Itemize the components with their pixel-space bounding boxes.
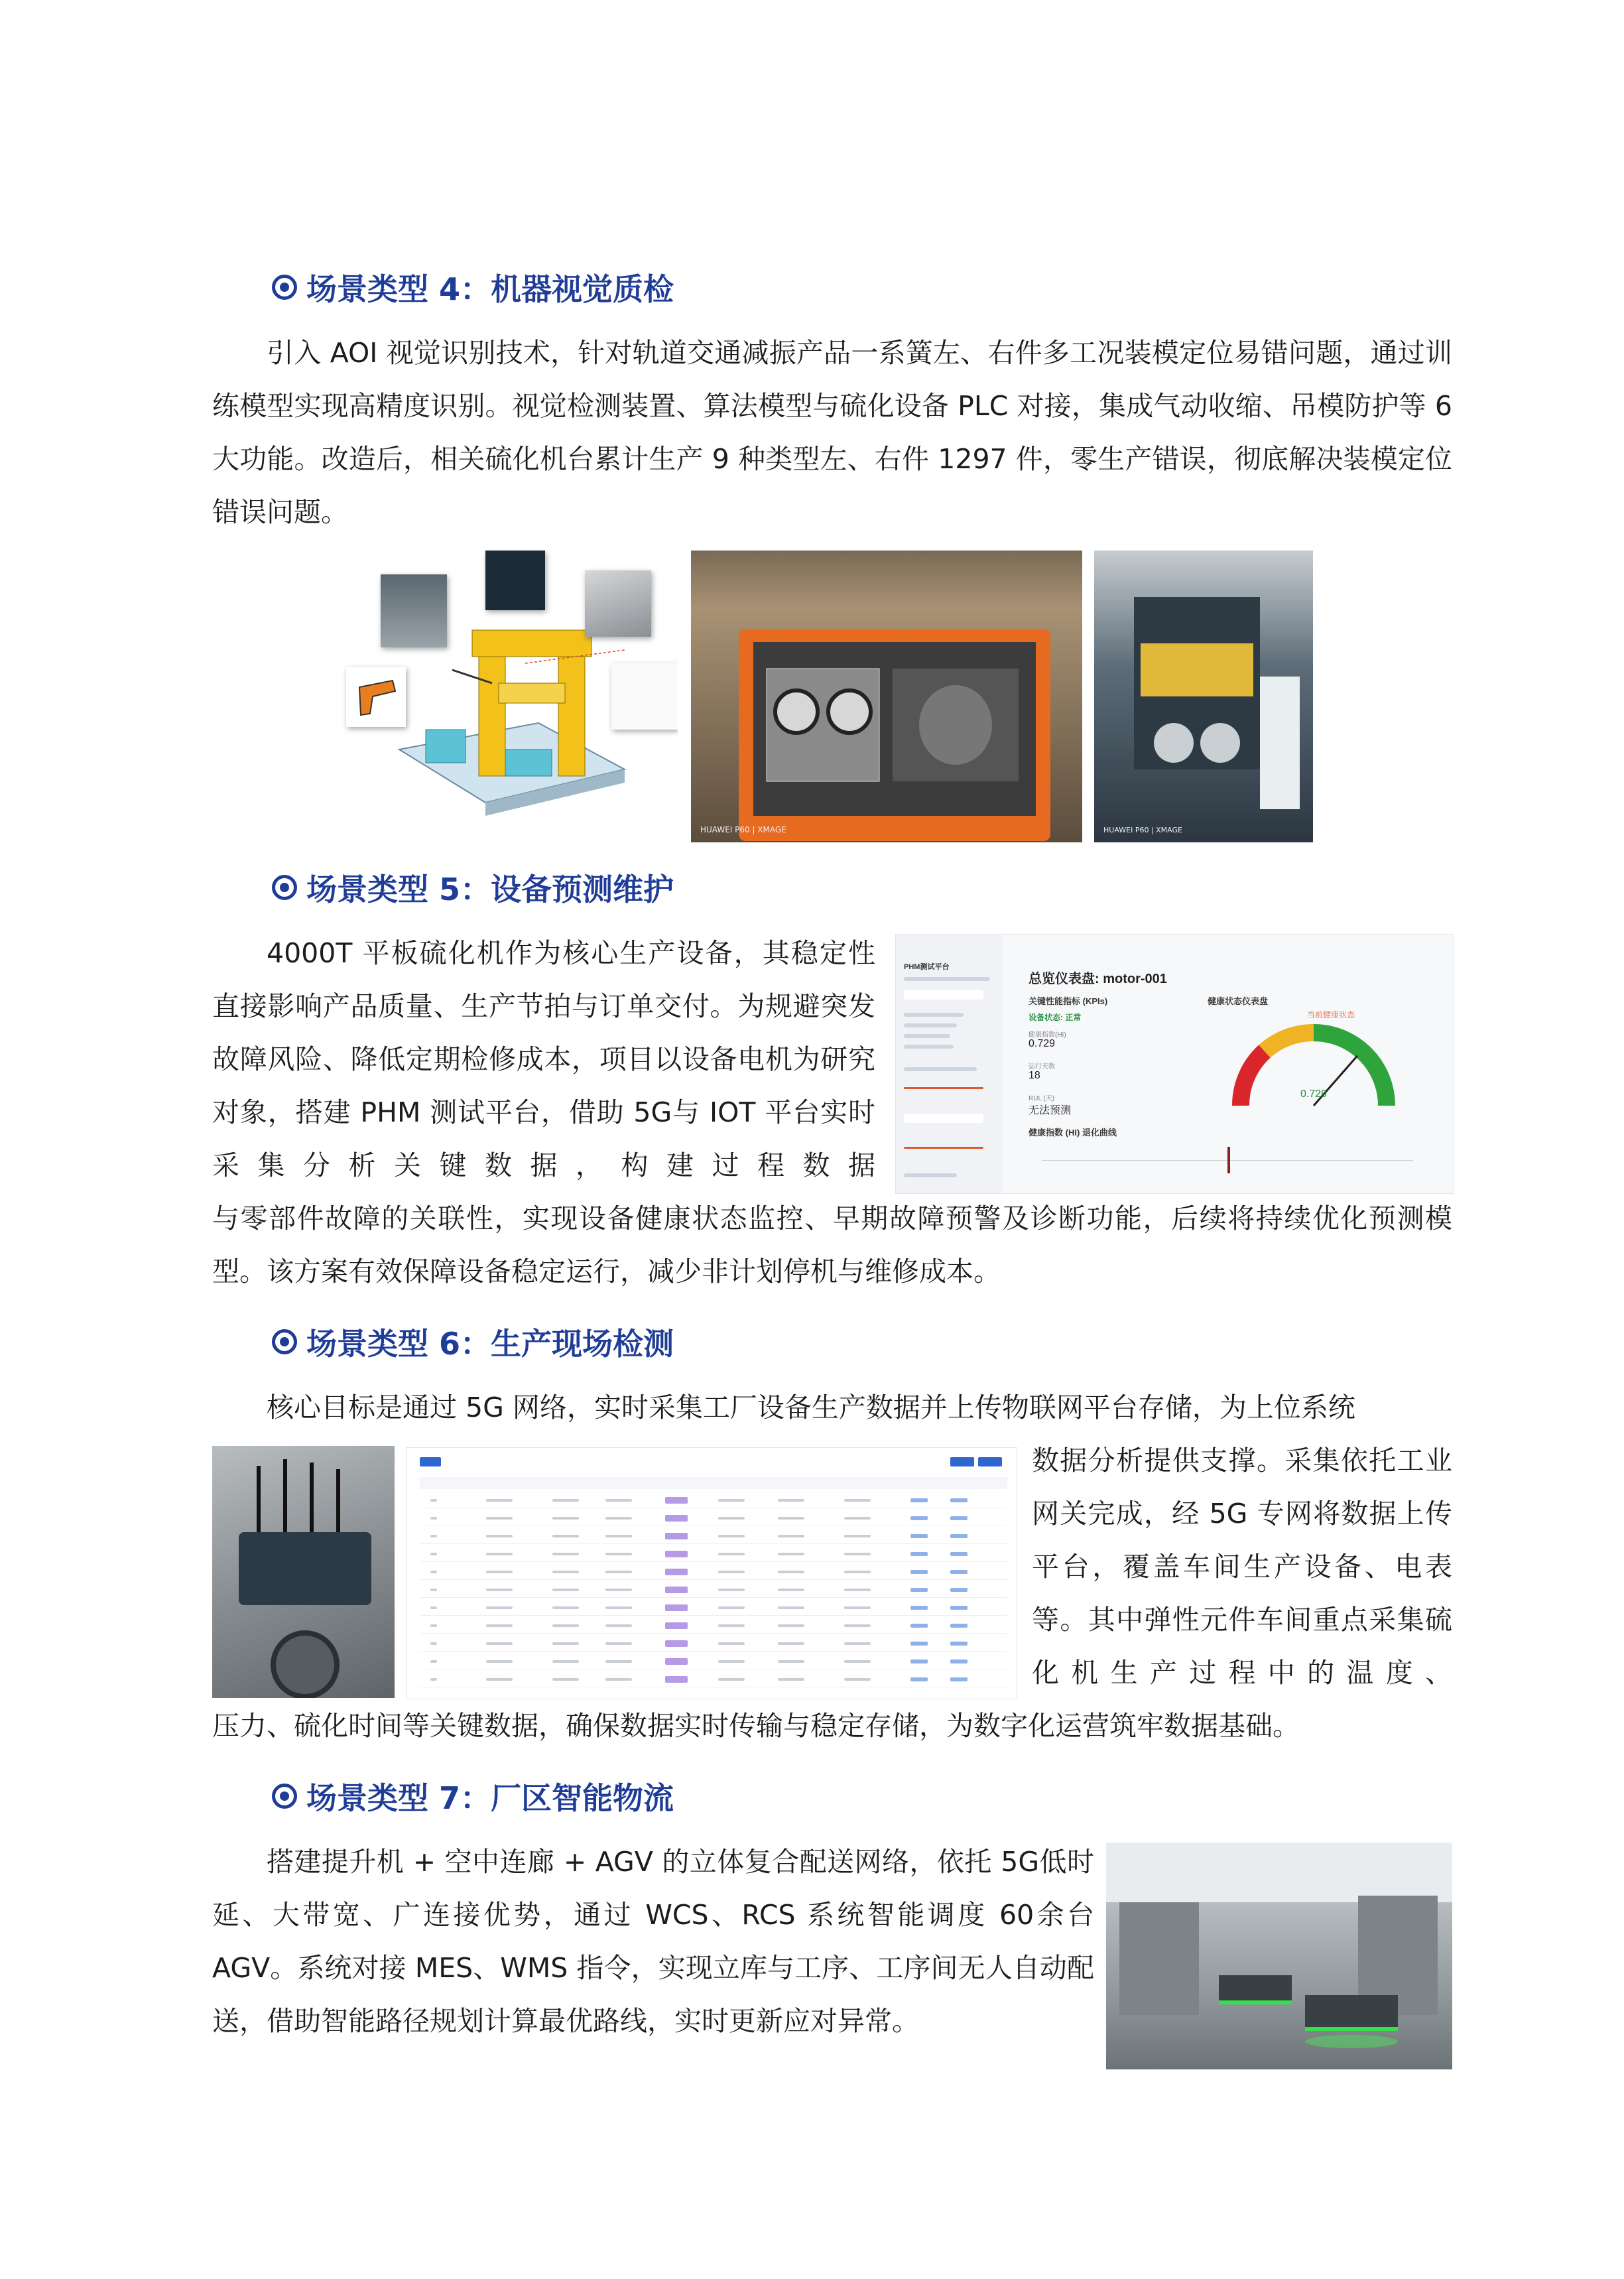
table-cell [718,1624,745,1627]
table-cell [778,1553,804,1555]
scene5-paragraph-wrap: 4000T 平板硫化机作为核心生产设备，其稳定性直接影响产品质量、生产节拍与订单交付。为规避突发故障风险、降低定期检修成本，项目以设备电机为研究对象，搭建 PHM 测试平台，借助 5G与 IOT 平台实时采集分析关键数据，构建过程数据 [212,937,875,1181]
count-label: 运行天数 [1029,1063,1055,1071]
device-table-screenshot [406,1447,1017,1699]
row-action [950,1498,968,1502]
table-cell [844,1571,871,1573]
table-cell [430,1535,437,1537]
kpi-heading: 关键性能指标 (KPIs) [1029,996,1108,1006]
table-row-divider [420,1579,1007,1580]
heading-text: 场景类型 4：机器视觉质检 [306,271,674,307]
scene7-paragraph: 搭建提升机 + 空中连廊 + AGV 的立体复合配送网络，依托 5G低时延、大带宽、广连接优势，通过 WCS、RCS 系统智能调度 60余台 AGV。系统对接 MES、WMS 指令，实现立库与工序、工序间无人自动配送，借助智能路径规划计算最优路线，实时更新应对异常。 [212,1846,1094,2037]
table-cell [430,1678,437,1681]
table-cell [844,1535,871,1537]
table-cell [844,1660,871,1663]
table-cell [430,1589,437,1591]
table-cell [486,1589,513,1591]
camera-unit-thumbnail [585,570,651,637]
table-row-divider [420,1561,1007,1562]
table-cell [486,1678,513,1681]
rul-value: 无法预测 [1029,1105,1072,1116]
row-action [950,1624,968,1628]
device-status: 设备状态: 正常 [1029,1013,1082,1022]
table-cell [718,1589,745,1591]
table-cell [552,1678,579,1681]
row-action [910,1606,928,1610]
target-bullet-icon [272,1329,297,1354]
section-heading-4 [272,265,674,309]
target-bullet-icon [272,875,297,900]
status-tag [665,1533,688,1539]
table-cell [605,1517,632,1520]
control-cabinet-thumbnail [381,574,447,647]
table-cell [486,1660,513,1663]
table-cell [778,1535,804,1537]
status-tag [665,1515,688,1522]
hi-value: 0.729 [1029,1038,1056,1049]
table-cell [718,1678,745,1681]
table-cell [605,1553,632,1555]
table-cell [552,1624,579,1627]
row-action [950,1677,968,1681]
agv-warehouse-photo [1106,1843,1452,2069]
table-cell [605,1660,632,1663]
target-bullet-icon [272,275,297,300]
status-tag [665,1676,688,1683]
table-cell [778,1606,804,1609]
table-cell [486,1553,513,1555]
row-action [910,1552,928,1556]
row-action [950,1534,968,1538]
industrial-gateway-photo [212,1446,395,1698]
aoi-device-illustration [340,551,678,842]
table-cell [552,1606,579,1609]
hi-curve-title: 健康指数 (HI) 退化曲线 [1029,1128,1117,1138]
row-action [950,1660,968,1663]
table-cell [430,1642,437,1645]
table-cell [430,1517,437,1520]
row-action [910,1677,928,1681]
table-cell [552,1517,579,1520]
table-cell [486,1571,513,1573]
table-cell [430,1660,437,1663]
row-action [950,1588,968,1592]
table-cell [718,1535,745,1537]
table-cell [486,1642,513,1645]
table-cell [486,1535,513,1537]
vision-screen-photo [691,551,1082,842]
table-cell [430,1553,437,1555]
table-cell [718,1517,745,1520]
hi-label: 健康指数(HI) [1029,1031,1066,1039]
table-cell [844,1499,871,1502]
table-cell [552,1571,579,1573]
scene6-paragraph-top: 核心目标是通过 5G 网络，实时采集工厂设备生产数据并上传物联网平台存储，为上位系统 [267,1392,1355,1423]
table-cell [605,1535,632,1537]
table-cell [430,1606,437,1609]
table-cell [430,1624,437,1627]
row-action [910,1534,928,1538]
table-cell [844,1642,871,1645]
screen-bezel [739,629,1050,841]
table-cell [552,1660,579,1663]
table-cell [486,1517,513,1520]
table-cell [844,1553,871,1555]
table-cell [778,1589,804,1591]
table-cell [844,1624,871,1627]
table-cell [552,1642,579,1645]
table-row-divider [420,1543,1007,1544]
gauge-value: 0.729 [1300,1088,1328,1100]
row-action [910,1642,928,1646]
row-action [950,1570,968,1574]
dashboard-title: 总览仪表盘: motor-001 [1029,972,1167,986]
vulcanizer-press-photo [1094,551,1313,842]
table-cell [718,1571,745,1573]
table-row-divider [420,1633,1007,1634]
table-cell [718,1660,745,1663]
row-action [950,1552,968,1556]
table-cell [778,1517,804,1520]
table-cell [552,1535,579,1537]
heading-text: 场景类型 6：生产现场检测 [306,1326,674,1362]
section-heading-7 [272,1774,674,1818]
table-cell [718,1642,745,1645]
status-tag [665,1497,688,1504]
table-cell [552,1553,579,1555]
section-heading-6 [272,1320,674,1364]
monitor-thumbnail [485,551,545,610]
table-cell [718,1606,745,1609]
inspection-screen [753,642,1036,816]
status-tag [665,1551,688,1557]
scene6-paragraph-full: 压力、硫化时间等关键数据，确保数据实时传输与稳定存储，为数字化运营筑牢数据基础。 [212,1710,1300,1742]
row-action [910,1498,928,1502]
table-cell [605,1678,632,1681]
table-row-divider [420,1597,1007,1598]
table-cell [844,1589,871,1591]
phm-dashboard-screenshot [895,934,1454,1194]
table-cell [778,1642,804,1645]
status-tag [665,1569,688,1575]
table-cell [605,1606,632,1609]
table-cell [778,1571,804,1573]
table-cell [552,1499,579,1502]
scanner-thumbnail [346,667,406,727]
status-tag [665,1622,688,1629]
status-tag [665,1604,688,1611]
table-cell [844,1517,871,1520]
scene6-paragraph-wrap: 数据分析提供支撑。采集依托工业网关完成，经 5G 专网将数据上传平台，覆盖车间生产设备、电表等。其中弹性元件车间重点采集硫化机生产过程中的温度、 [1032,1445,1452,1689]
row-action [910,1588,928,1592]
table-row-divider [420,1615,1007,1616]
table-cell [486,1624,513,1627]
row-action [950,1516,968,1520]
dashboard-sidebar [896,935,1002,1193]
section-heading-5 [272,866,674,909]
table-cell [778,1660,804,1663]
table-cell [552,1589,579,1591]
gauge-title: 健康状态仪表盘 [1208,996,1269,1006]
table-cell [718,1499,745,1502]
table-cell [430,1499,437,1502]
table-cell [605,1624,632,1627]
row-action [910,1570,928,1574]
heading-text: 场景类型 7：厂区智能物流 [306,1780,674,1816]
row-action [910,1624,928,1628]
row-action [950,1642,968,1646]
blank-thumbnail [611,663,678,730]
camera-watermark: HUAWEI P60 | XMAGE [700,825,786,834]
scene4-paragraph: 引入 AOI 视觉识别技术，针对轨道交通减振产品一系簧左、右件多工况装模定位易错问题，通过训练模型实现高精度识别。视觉检测装置、算法模型与硫化设备 PLC 对接，集成气动收缩、吊模防护等 6 大功能。改造后，相关硫化机台累计生产 9 种类型左、右件 1297 件，零生产错误，彻底解决装模定位错误问题。 [212,337,1452,528]
table-cell [605,1642,632,1645]
row-action [910,1516,928,1520]
table-cell [605,1499,632,1502]
rul-label: RUL (天) [1029,1095,1055,1102]
row-action [910,1660,928,1663]
table-cell [486,1606,513,1609]
table-cell [844,1606,871,1609]
row-action [950,1606,968,1610]
camera-watermark: HUAWEI P60 | XMAGE [1103,826,1182,834]
table-cell [718,1553,745,1555]
table-cell [778,1678,804,1681]
table-cell [430,1571,437,1573]
status-tag [665,1658,688,1665]
table-cell [605,1589,632,1591]
table-row-divider [420,1651,1007,1652]
gauge-caption: 当前健康状态 [1307,1010,1355,1019]
sidebar-title: PHM测试平台 [904,963,950,971]
status-tag [665,1640,688,1647]
target-bullet-icon [272,1784,297,1809]
table-cell [778,1624,804,1627]
scene5-paragraph-full: 与零部件故障的关联性，实现设备健康状态监控、早期故障预警及诊断功能，后续将持续优化预测模型。该方案有效保障设备稳定运行，减少非计划停机与维修成本。 [212,1203,1452,1287]
table-cell [605,1571,632,1573]
count-value: 18 [1029,1070,1040,1081]
heading-text: 场景类型 5：设备预测维护 [306,872,674,907]
status-tag [665,1587,688,1593]
table-cell [778,1499,804,1502]
table-cell [486,1499,513,1502]
table-cell [844,1678,871,1681]
